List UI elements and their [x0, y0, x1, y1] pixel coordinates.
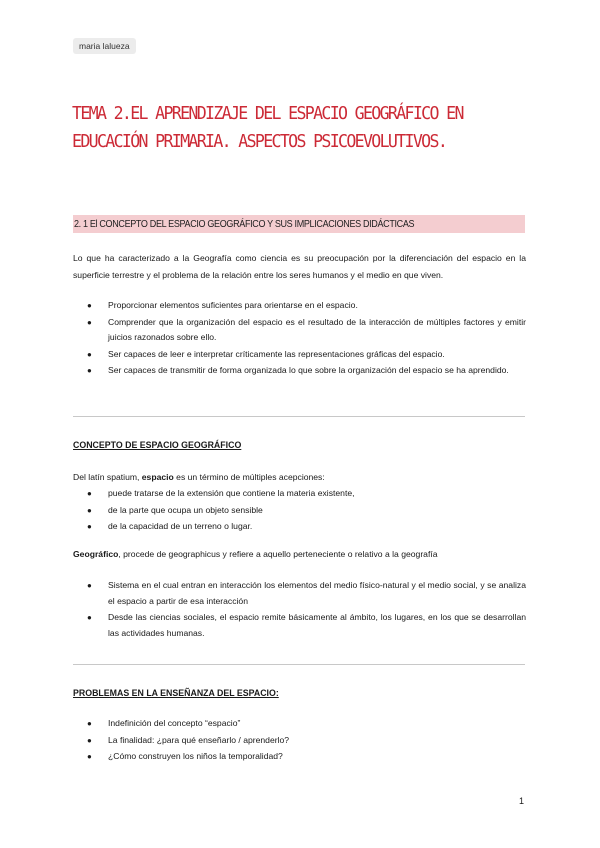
- problems-list: [73, 716, 526, 766]
- list-item: ● Ser capaces de transmitir de forma organizada lo que sobre la organización del espacio se ha aprendido.: [73, 363, 526, 379]
- list-item: ● Ser capaces de leer e interpretar críticamente las representaciones gráficas del espacio.: [73, 347, 526, 363]
- latin-paragraph: Del latín spatium, espacio es un término de múltiples acepciones:: [73, 472, 325, 482]
- bullet-icon: ●: [87, 522, 92, 531]
- bullet-icon: ●: [87, 719, 92, 728]
- problems-heading: PROBLEMAS EN LA ENSEÑANZA DEL ESPACIO:: [73, 688, 279, 698]
- author-chip: maria lalueza: [73, 38, 136, 54]
- bullet-icon: ●: [87, 581, 92, 590]
- geographic-list: [73, 578, 526, 642]
- list-item: ● Desde las ciencias sociales, el espacio remite básicamente al ámbito, los lugares, en los que se desarrollan las actividades humanas.: [87, 612, 526, 638]
- divider: [73, 664, 525, 665]
- list-item: ● ¿Cómo construyen los niños la temporalidad?: [73, 749, 526, 765]
- bullet-icon: ●: [87, 349, 92, 359]
- list-item: ● de la capacidad de un terreno o lugar.: [73, 519, 526, 535]
- intro-paragraph: Lo que ha caracterizado a la Geografía como ciencia es su preocupación por la diferenciación del espacio en la superficie terrestre y el problema de la relación entre los seres humanos y el medio en que viven.: [73, 253, 526, 280]
- section-heading: 2. 1 El CONCEPTO DEL ESPACIO GEOGRÁFICO Y SUS IMPLICACIONES DIDÁCTICAS: [74, 218, 415, 230]
- list-item: ● Proporcionar elementos suficientes para orientarse en el espacio.: [73, 298, 526, 314]
- bullet-icon: ●: [87, 505, 92, 515]
- bullet-icon: ●: [87, 301, 92, 310]
- meanings-list: [73, 486, 526, 536]
- list-item: ● Indefinición del concepto “espacio”: [73, 716, 526, 732]
- divider: [73, 416, 525, 417]
- list-item: ● de la parte que ocupa un objeto sensible: [73, 503, 526, 519]
- bullet-icon: ●: [87, 489, 92, 498]
- bullet-icon: ●: [87, 752, 92, 761]
- bullet-icon: ●: [87, 366, 92, 375]
- concept-heading: CONCEPTO DE ESPACIO GEOGRÁFICO: [73, 440, 242, 450]
- geographic-paragraph: Geográfico, procede de geographicus y refiere a aquello perteneciente o relativo a la geografía: [73, 549, 438, 559]
- page-number: 1: [519, 796, 525, 806]
- list-item: ● Comprender que la organización del espacio es el resultado de la interacción de múltiples factores y emitir juicios razonados sobre ello.: [87, 316, 526, 342]
- list-item: ● Sistema en el cual entran en interacción los elementos del medio físico-natural y el medio social, y se analiza el espacio a partir de esa interacción: [87, 580, 526, 606]
- list-item: ● puede tratarse de la extensión que contiene la materia existente,: [73, 486, 526, 502]
- page-title: TEMA 2.EL APRENDIZAJE DEL ESPACIO GEOGRÁFICO EN EDUCACIÓN PRIMARIA. ASPECTOS PSICOEVOLUTIVOS.: [72, 103, 463, 152]
- objectives-list: [73, 298, 526, 380]
- bullet-icon: ●: [87, 317, 92, 327]
- list-item: ● La finalidad: ¿para qué enseñarlo / aprenderlo?: [73, 733, 526, 749]
- bullet-icon: ●: [87, 735, 92, 745]
- bullet-icon: ●: [87, 613, 92, 622]
